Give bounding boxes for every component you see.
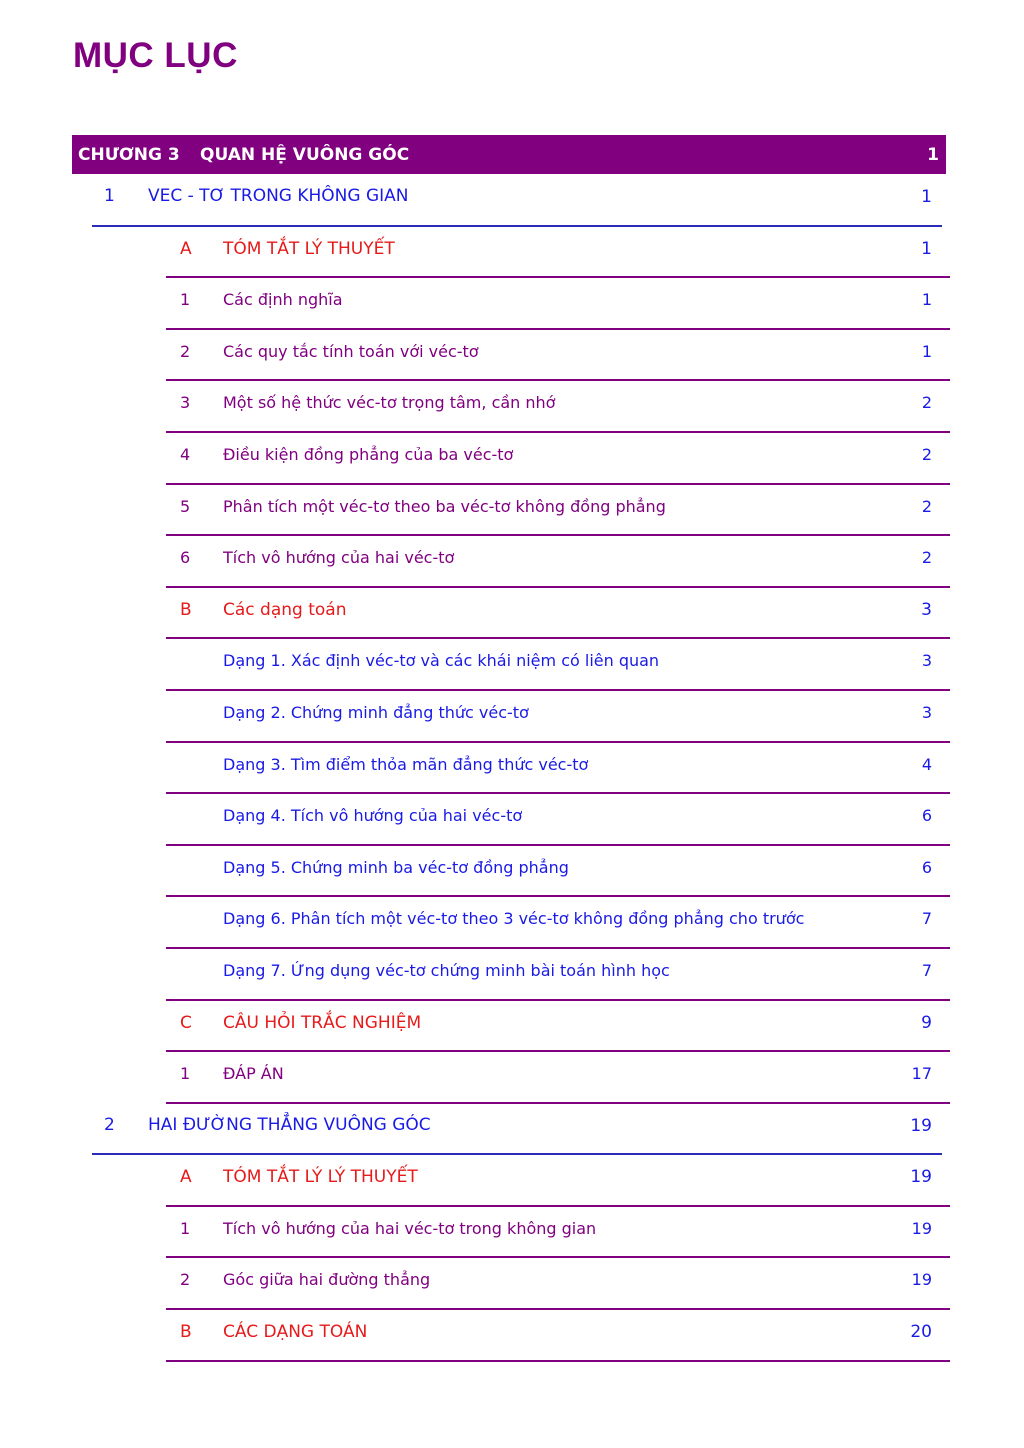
entry-page-number: 7: [921, 960, 932, 980]
entry-page-number: 1: [921, 290, 932, 310]
entry-page-number: 2: [921, 496, 932, 516]
entry-title: Tích vô hướng của hai véc-tơ: [223, 548, 455, 568]
entry-page-number: 1: [921, 187, 932, 207]
entry-title: Phân tích một véc-tơ theo ba véc-tơ không đồng phẳng: [223, 496, 666, 516]
entry-page-number: 17: [911, 1064, 932, 1084]
entry-title: TÓM TẮT LÝ LÝ THUYẾT: [223, 1167, 418, 1188]
entry-page-number: 19: [910, 1115, 932, 1136]
entry-page-number: 9: [921, 1012, 932, 1033]
toc-entry-dang[interactable]: [0, 690, 1024, 742]
page-title: MỤC LỤC: [73, 36, 238, 75]
entry-title: Các quy tắc tính toán với véc-tơ: [223, 341, 479, 361]
chapter-title: QUAN HỆ VUÔNG GÓC: [200, 145, 410, 165]
toc-entry-part[interactable]: [0, 1309, 1024, 1361]
entry-page-number: 2: [921, 548, 932, 568]
toc-chapter-entry[interactable]: [72, 135, 946, 174]
chapter-label: CHƯƠNG 3: [78, 145, 180, 165]
toc-entry-dang[interactable]: [0, 845, 1024, 897]
entry-page-number: 19: [911, 1218, 932, 1238]
entry-label: 2: [180, 341, 191, 361]
entry-title: Góc giữa hai đường thẳng: [223, 1270, 431, 1290]
toc-entry-dang[interactable]: [0, 896, 1024, 948]
entry-page-number: 6: [921, 806, 932, 826]
entry-label: 3: [180, 393, 191, 413]
entry-page-number: 3: [921, 702, 932, 722]
entry-title: VEC - TƠ TRONG KHÔNG GIAN: [148, 186, 409, 206]
entry-label: 6: [180, 548, 191, 568]
toc-entry-dang[interactable]: [0, 638, 1024, 690]
entry-label: 5: [180, 496, 191, 516]
chapter-page-number: 1: [927, 145, 939, 165]
toc-entry-item[interactable]: [0, 329, 1024, 381]
toc-entry-section[interactable]: [0, 174, 1024, 226]
toc-entry-part[interactable]: [0, 1154, 1024, 1206]
entry-page-number: 2: [921, 393, 932, 413]
toc-entry-item[interactable]: [0, 535, 1024, 587]
toc-list: [0, 174, 1024, 1361]
entry-title: Điều kiện đồng phẳng của ba véc-tơ: [223, 444, 514, 464]
entry-label: C: [180, 1012, 192, 1033]
entry-label: 1: [180, 1064, 191, 1084]
entry-title: Một số hệ thức véc-tơ trọng tâm, cần nhớ: [223, 393, 556, 413]
toc-entry-part[interactable]: [0, 226, 1024, 278]
toc-entry-item[interactable]: [0, 1051, 1024, 1103]
entry-title: Tích vô hướng của hai véc-tơ trong không gian: [223, 1218, 597, 1238]
entry-page-number: 1: [921, 238, 932, 259]
entry-label: 2: [180, 1270, 191, 1290]
toc-entry-item[interactable]: [0, 1257, 1024, 1309]
toc-entry-dang[interactable]: [0, 948, 1024, 1000]
toc-entry-section[interactable]: [0, 1103, 1024, 1155]
entry-title: Các dạng toán: [223, 599, 347, 620]
entry-page-number: 19: [911, 1270, 932, 1290]
entry-title: Dạng 7. Ứng dụng véc-tơ chứng minh bài toán hình học: [223, 960, 670, 980]
toc-entry-part[interactable]: [0, 1000, 1024, 1052]
toc-entry-item[interactable]: [0, 432, 1024, 484]
entry-title: ĐÁP ÁN: [223, 1064, 284, 1084]
entry-page-number: 1: [921, 341, 932, 361]
toc-entry-item[interactable]: [0, 277, 1024, 329]
entry-label: A: [180, 1167, 192, 1188]
entry-page-number: 19: [910, 1167, 932, 1188]
entry-page-number: 3: [921, 599, 932, 620]
toc-entry-item[interactable]: [0, 484, 1024, 536]
entry-label: A: [180, 238, 192, 259]
entry-label: B: [180, 599, 192, 620]
entry-title: Dạng 2. Chứng minh đẳng thức véc-tơ: [223, 702, 529, 722]
toc-entry-dang[interactable]: [0, 793, 1024, 845]
entry-page-number: 6: [921, 857, 932, 877]
entry-page-number: 7: [921, 909, 932, 929]
entry-title: TÓM TẮT LÝ THUYẾT: [223, 238, 395, 259]
entry-title: Dạng 4. Tích vô hướng của hai véc-tơ: [223, 806, 523, 826]
entry-label: 1: [180, 290, 191, 310]
entry-label: 2: [104, 1114, 115, 1135]
entry-title: Dạng 5. Chứng minh ba véc-tơ đồng phẳng: [223, 857, 569, 877]
toc-entry-item[interactable]: [0, 1206, 1024, 1258]
entry-label: B: [180, 1322, 192, 1343]
entry-label: 1: [180, 1218, 191, 1238]
entry-title: Dạng 6. Phân tích một véc-tơ theo 3 véc-tơ không đồng phẳng cho trước: [223, 909, 805, 929]
entry-title: HAI ĐƯỜNG THẲNG VUÔNG GÓC: [148, 1114, 431, 1135]
toc-entry-dang[interactable]: [0, 742, 1024, 794]
entry-page-number: 3: [921, 651, 932, 671]
toc-entry-part[interactable]: [0, 587, 1024, 639]
entry-title: Dạng 1. Xác định véc-tơ và các khái niệm có liên quan: [223, 651, 660, 671]
entry-label: 1: [104, 186, 115, 206]
entry-page-number: 4: [921, 754, 932, 774]
entry-page-number: 2: [921, 444, 932, 464]
toc-entry-item[interactable]: [0, 380, 1024, 432]
entry-label: 4: [180, 444, 191, 464]
entry-title: Dạng 3. Tìm điểm thỏa mãn đẳng thức véc-tơ: [223, 754, 589, 774]
entry-page-number: 20: [910, 1322, 932, 1343]
entry-title: CÁC DẠNG TOÁN: [223, 1322, 368, 1343]
entry-title: CÂU HỎI TRẮC NGHIỆM: [223, 1012, 422, 1033]
entry-title: Các định nghĩa: [223, 290, 343, 310]
